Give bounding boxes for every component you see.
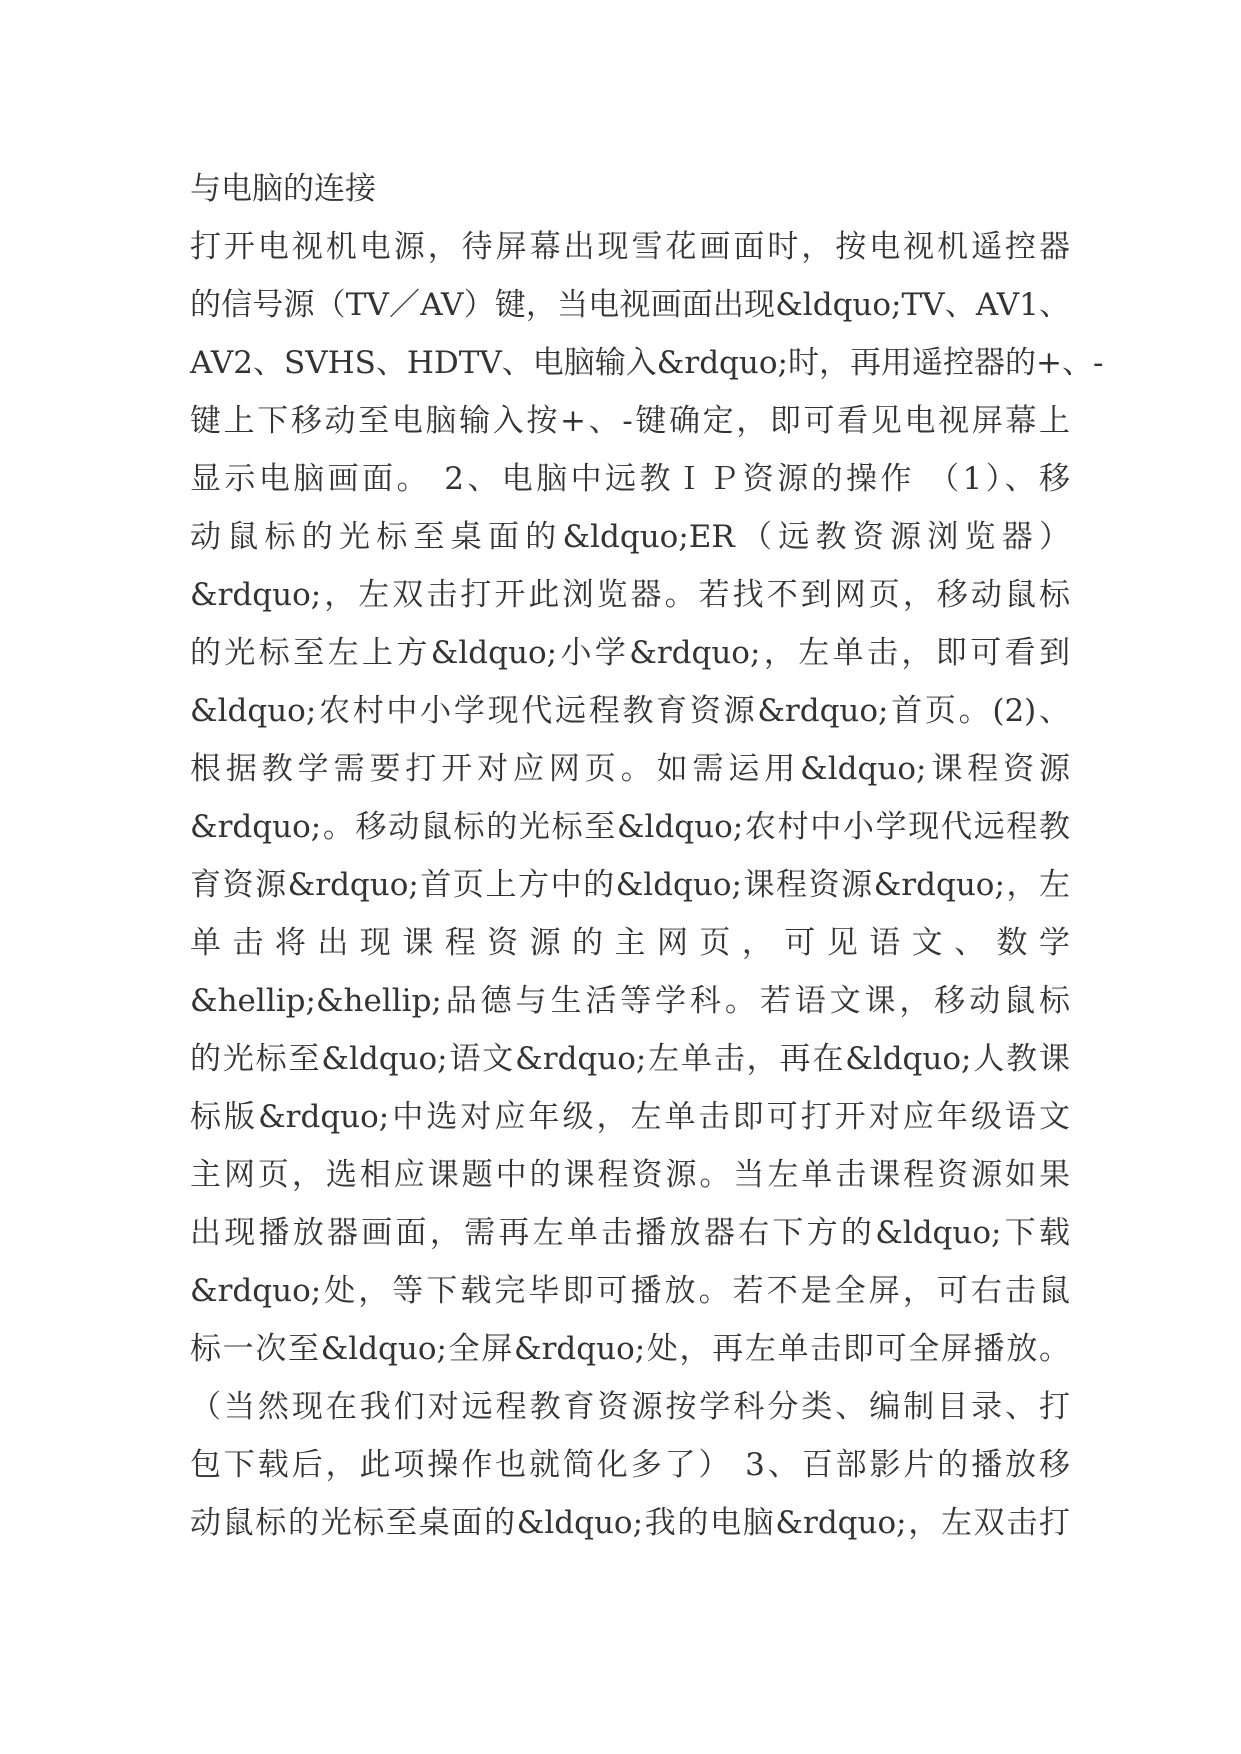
text-line: 根据教学需要打开对应网页。如需运用&ldquo;课程资源 [190, 751, 1070, 787]
text-line: 主网页，选相应课题中的课程资源。当左单击课程资源如果 [190, 1157, 1070, 1193]
text-line: 标一次至&ldquo;全屏&rdquo;处，再左单击即可全屏播放。 [190, 1331, 1070, 1367]
text-line: &rdquo;。移动鼠标的光标至&ldquo;农村中小学现代远程教 [190, 809, 1070, 845]
text-line: 打开电视机电源，待屏幕出现雪花画面时，按电视机遥控器 [190, 229, 1070, 265]
text-line: 显示电脑画面。 2、电脑中远教ＩＰ资源的操作 （1）、移 [190, 461, 1070, 497]
text-line: 的光标至&ldquo;语文&rdquo;左单击，再在&ldquo;人教课 [190, 1041, 1070, 1077]
text-line: &ldquo;农村中小学现代远程教育资源&rdquo;首页。(2)、 [190, 693, 1070, 729]
text-line: 标版&rdquo;中选对应年级，左单击即可打开对应年级语文 [190, 1099, 1070, 1135]
text-line: （当然现在我们对远程教育资源按学科分类、编制目录、打 [190, 1389, 1070, 1425]
text-line: 键上下移动至电脑输入按+、-键确定，即可看见电视屏幕上 [190, 403, 1070, 439]
text-line: AV2、SVHS、HDTV、电脑输入&rdquo;时，再用遥控器的+、- [190, 345, 1104, 381]
text-line: 包下载后，此项操作也就简化多了） 3、百部影片的播放移 [190, 1447, 1070, 1483]
text-line: 的光标至左上方&ldquo;小学&rdquo;，左单击，即可看到 [190, 635, 1070, 671]
text-line: 动鼠标的光标至桌面的&ldquo;我的电脑&rdquo;，左双击打 [190, 1505, 1070, 1541]
text-line: &rdquo;处，等下载完毕即可播放。若不是全屏，可右击鼠 [190, 1273, 1070, 1309]
text-line: &rdquo;，左双击打开此浏览器。若找不到网页，移动鼠标 [190, 577, 1070, 613]
text-line: &hellip;&hellip;品德与生活等学科。若语文课，移动鼠标 [190, 983, 1070, 1019]
text-line: 出现播放器画面，需再左单击播放器右下方的&ldquo;下载 [190, 1215, 1070, 1251]
text-line: 单击将出现课程资源的主网页，可见语文、数学 [190, 925, 1070, 961]
body-text [190, 160, 1104, 1552]
text-line: 与电脑的连接 [190, 171, 376, 207]
text-line: 的信号源（TV／AV）键，当电视画面出现&ldquo;TV、AV1、 [190, 287, 1070, 323]
text-line: 育资源&rdquo;首页上方中的&ldquo;课程资源&rdquo;，左 [190, 867, 1070, 903]
text-line: 动鼠标的光标至桌面的&ldquo;ER（远教资源浏览器） [190, 519, 1070, 555]
